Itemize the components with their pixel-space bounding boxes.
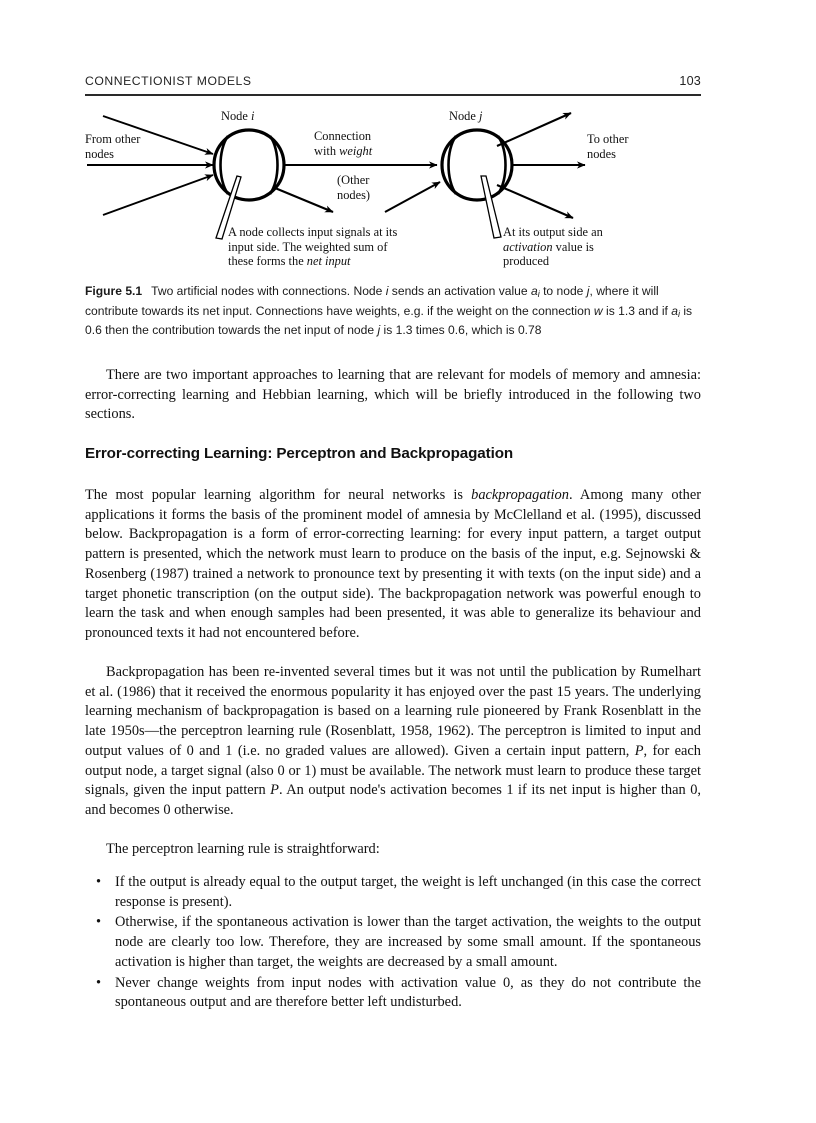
label-other-nodes: (Other nodes) [337,173,371,202]
list-item [85,913,701,972]
label-node-i: Node i [221,109,255,123]
running-head [85,74,701,88]
label-node-j: Node j [449,109,483,123]
page-number: 103 [679,74,701,88]
list-item [85,974,701,1013]
node-j-other-input-arrow [385,182,440,212]
section-heading: Error-correcting Learning: Perceptron and Backpropagation [85,445,514,462]
label-to-other-nodes: To other nodes [587,132,629,161]
paragraph-intro: There are two important approaches to learning that are relevant for models of memory and amnesia: error-correcting learning and Hebbian learning, which will be briefly introduced in the following two sections. [85,367,701,423]
label-from-other-nodes: From other nodes [85,132,141,161]
perceptron-rule-list [85,873,701,1014]
list-item [85,873,701,912]
figure-5-1-diagram [85,108,701,268]
callout-right-text: At its output side an activation value is produced [503,225,603,269]
caption-label: Figure 5.1 [85,284,143,298]
paragraph-backpropagation-intro: The most popular learning algorithm for neural networks is backpropagation. Among many other applications it forms the basis of the prominent model of amnesia by McClelland et al. (1995), discussed below. Backpropagation is a form of error-correcting learning: for every input pattern, a target output pattern is presented, which the network must learn to produce on the basis of the input, e.g. Sejnowski & Rosenberg (1987) trained a network to pronounce text by presenting it with texts (on the input side) and a target phonetic transcription (on the output side). The backpropagation network was powerful enough to learn the task and when enough samples had been presented, it was able to generalize its behaviour and pronounced texts it had not encountered before. [85,487,701,641]
callout-left-text: A node collects input signals at its input side. The weighted sum of these forms the net input [228,225,398,269]
running-head-title: CONNECTIONIST MODELS [85,74,252,88]
bullet-marker-icon: • [96,974,102,991]
list-item-text: If the output is already equal to the output target, the weight is left unchanged (in this case the correct response is present). [115,874,701,910]
bullet-marker-icon: • [96,914,102,931]
list-item-text: Otherwise, if the spontaneous activation is lower than the target activation, the weights to the output node are clearly too low. Therefore, they are increased by some small amount. If the spontaneous activation is higher than target, the weights are decreased by a small amount. [115,914,701,970]
input-arrows-left [87,116,213,215]
bullet-marker-icon: • [96,874,102,890]
label-connection-with-weight: Connection with weight [314,129,373,158]
node-j-shape [442,130,512,200]
header-rule [85,94,701,96]
node-i-shape [214,130,284,200]
paragraph-rule-lead-in: The perceptron learning rule is straightforward: [106,841,380,857]
paragraph-perceptron-history: Backpropagation has been re-invented several times but it was not until the publication by Rumelhart et al. (1986) that it received the enormous popularity it has enjoyed over the past 15 years. The underlying learning mechanism of backpropagation is based on a learning rule pioneered by Frank Rosenblatt in the late 1950s—the perceptron learning rule (Rosenblatt, 1958, 1962). The perceptron is limited to input and output values of 0 and 1 (i.e. no graded values are allowed). Given a certain input pattern, P, for each output node, a target signal (also 0 or 1) must be available. The network must learn to produce these target signals, given the input pattern P. An output node's activation becomes 1 if its net input is higher than 0, and becomes 0 otherwise. [85,664,702,818]
list-item-text: Never change weights from input nodes with activation value 0, as they do not contribute the spontaneous output and are therefore better left undisturbed. [115,974,701,1011]
figure-caption: Figure 5.1 Two artificial nodes with connections. Node i sends an activation value $a_i$ to node j, where it will contribute towards its net input. Connections have weights, e.g. if the weight on the connection w is 1.3 and if $a_i$ is 0.6 then the contribution towards the net input of node j is 1.3 times 0.6, which is 0.78 [85,284,693,338]
node-i-other-output-arrow [275,188,333,212]
